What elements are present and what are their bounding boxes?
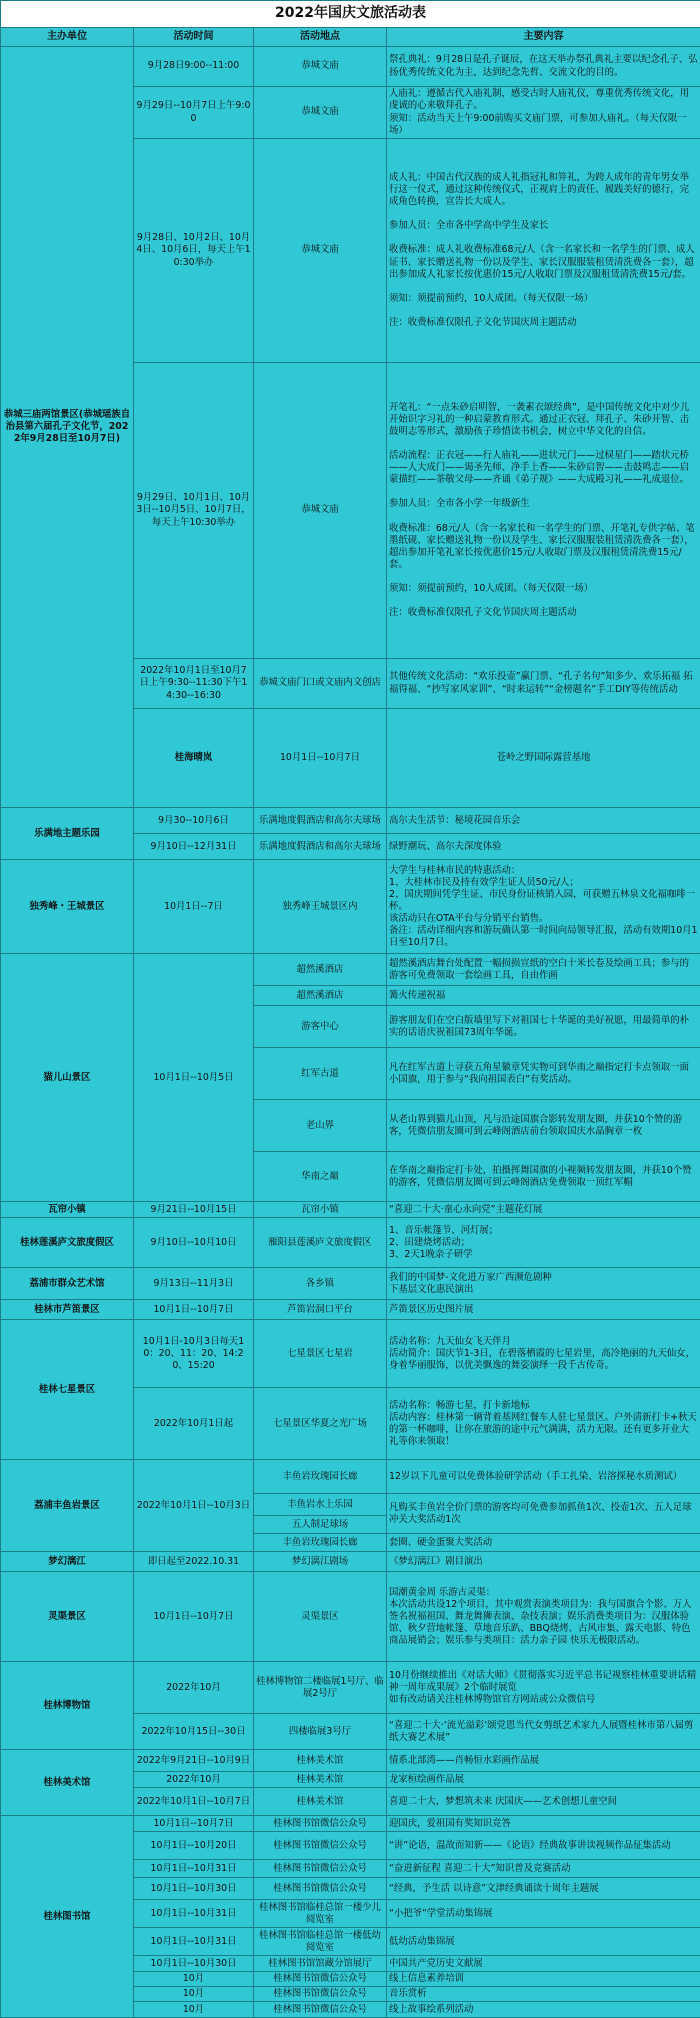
time-cell: 10月1日--10月5日: [134, 954, 254, 1202]
location-cell: 乐满地度假酒店和高尔夫球场: [254, 834, 387, 860]
location-cell: 桂林图书馆微信公众号: [254, 2002, 387, 2018]
content-cell: 其他传统文化活动：“欢乐投壶”赢门票、“孔子名句”知多少、欢乐拓福 拓福得福、“抄写家风家训”、“时来运转”“金榜题名”手工DIY等传统活动: [387, 659, 700, 709]
location-cell: 桂林图书馆馆藏分馆展厅: [254, 1956, 387, 1972]
time-cell: 2022年10月15日--30日: [134, 1714, 254, 1750]
time-cell: 10月: [134, 2002, 254, 2018]
content-cell: 我们的中国梦-文化进万家广西濒危剧种 下基层文化惠民演出: [387, 1268, 700, 1300]
content-cell: 活动名称：畅游七星，打卡新地标 活动内容：桂林第一辆背着基网红餐车人驻七星景区。户外清新打卡+秋天的第一杯咖啡，让你在旅游的途中元气满满，活力无限。还有更多开业大礼等你来领取！: [387, 1388, 700, 1460]
location-cell: 桂林美术馆: [254, 1772, 387, 1788]
time-cell: 10月1日--10月30日: [134, 1878, 254, 1900]
location-cell: 丰鱼岩水上乐园: [254, 1494, 387, 1516]
organizer-cell: 桂林莲溪庐文旅度假区: [1, 1218, 134, 1268]
table-row: [1, 1268, 700, 1300]
organizer-cell: 乐满地主题乐园: [1, 808, 134, 860]
header-organizer: 主办单位: [1, 28, 134, 47]
table-row: [1, 47, 700, 87]
content-cell: 音乐赏析: [387, 1987, 700, 2002]
location-cell: 超然溪酒店: [254, 954, 387, 986]
location-cell: 红军古道: [254, 1048, 387, 1100]
time-cell: 9月28日9:00--11:00: [134, 47, 254, 87]
table-row: [1, 860, 700, 954]
location-cell: 老山界: [254, 1100, 387, 1152]
time-cell: 10月1日--10月30日: [134, 1956, 254, 1972]
table-row: [1, 954, 700, 986]
location-cell: 瓦帘小镇: [254, 1202, 387, 1218]
location-cell: 桂林图书馆微信公众号: [254, 1860, 387, 1878]
time-cell: 2022年10月: [134, 1772, 254, 1788]
location-cell: 恭城文庙: [254, 139, 387, 363]
location-cell: 苍岭之野国际露营基地: [387, 709, 700, 808]
content-cell: 套圈、硬金蛋聚大奖活动: [387, 1534, 700, 1552]
content-cell: 篝火传递祝福: [387, 986, 700, 1006]
time-cell: 10月: [134, 1987, 254, 2002]
location-cell: 恭城文庙: [254, 87, 387, 139]
content-cell: 高尔夫生活节：秘境花园音乐会: [387, 808, 700, 834]
content-cell: 《梦幻漓江》剧目演出: [387, 1552, 700, 1572]
location-cell: 雁阳县莲溪庐文旅度假区: [254, 1218, 387, 1268]
time-cell: 9月28日、10月2日、10月4日、10月6日，每天上午10:30举办: [134, 139, 254, 363]
time-cell: 即日起至2022.10.31: [134, 1552, 254, 1572]
location-cell: 华南之巅: [254, 1152, 387, 1202]
content-cell: 凡购买丰鱼岩全价门票的游客均可免费参加抓鱼1次、投壶1次、五人足球冲关大奖活动1次: [387, 1494, 700, 1534]
location-cell: 四楼临展3号厅: [254, 1714, 387, 1750]
location-cell: 丰鱼岩玫瑰园长廊: [254, 1460, 387, 1494]
location-cell: 恭城文庙: [254, 363, 387, 659]
time-cell: 10月1日--10月7日: [134, 1300, 254, 1320]
content-cell: 成人礼：中国古代汉族的成人礼指冠礼和笄礼，为跨人成年的青年男女举行这一仪式，通过这种传统仪式，正视肩上的责任、履践美好的德行，完成角色转换，宣告长大成人。 参加人员：全市各中学高中学生及家长 收费标准：成人礼收费标准68元/人（含一名家长和一名学生的门票、成人证书、家长赠送礼物一份以及学生、家长汉服服装租赁清洗费各一套），超出参加成人礼家长按优惠价15元/人收取门票及汉服租赁清洗费15元/套。 须知：须提前预约，10人成团。（每天仅限一场） 注：收费标准仅限孔子文化节国庆周主题活动: [387, 139, 700, 363]
location-cell: 独秀峰王城景区内: [254, 860, 387, 954]
table-row: [1, 1816, 700, 1832]
time-cell: 2022年10月: [134, 1662, 254, 1714]
table-body: [1, 47, 700, 2018]
content-cell: 开笔礼：“一点朱砂启明智，一袭素衣颂经典”，是中国传统文化中对少儿开始识字习礼的一种启蒙教育形式。通过正衣冠、拜孔子、朱砂开智、击鼓明志等形式，激励孩子珍惜读书机会，树立中华文化的自信。 活动流程：正衣冠——行人庙礼——进状元门——过棂星门——踏状元桥——人大成门——谒圣先师、净手上香——朱砂启智——击鼓鸣志——启蒙描红——茶敬父母——齐诵《弟子规》——大成殿习礼——礼成退位。 参加人员：全市各小学一年级新生 收费标准：68元/人（含一名家长和一名学生的门票、开笔礼专供字帖、笔墨纸砚、家长赠送礼物一份以及学生、家长汉服服装租赁清洗费各一套），超出参加开笔礼家长按优惠价15元/人收取门票及汉服租赁清洗费15元/套。 须知：须提前预约，10人成团。（每天仅限一场） 注：收费标准仅限孔子文化节国庆周主题活动: [387, 363, 700, 659]
location-cell: 桂林美术馆: [254, 1788, 387, 1816]
time-cell: 9月29日--10月7日上午9:00: [134, 87, 254, 139]
location-cell: 桂林图书馆微信公众号: [254, 1972, 387, 1987]
organizer-cell: 灵渠景区: [1, 1572, 134, 1662]
content-cell: 10月份继续推出《对话大师》《贯彻落实习近平总书记视察桂林重要讲话精神一周年成果展》2个临时展览 如有改动请关注桂林博物馆官方网站或公众微信号: [387, 1662, 700, 1714]
content-cell: 迎国庆，爱祖国有奖知识竞答: [387, 1816, 700, 1832]
content-cell: “小把爷”学堂活动集锦展: [387, 1900, 700, 1928]
time-cell: 10月1日--10月31日: [134, 1900, 254, 1928]
time-cell: 10月1日--10月31日: [134, 1860, 254, 1878]
organizer-cell: 猫儿山景区: [1, 954, 134, 1202]
time-cell: 2022年10月1日至10月7日上午9:30--11:30下午14:30--16:30: [134, 659, 254, 709]
time-cell: 10月1日--10月7日: [254, 709, 387, 808]
time-cell: 9月30--10月6日: [134, 808, 254, 834]
location-cell: 桂林美术馆: [254, 1750, 387, 1772]
location-cell: 灵渠景区: [254, 1572, 387, 1662]
organizer-cell: 桂林七星景区: [1, 1320, 134, 1460]
table-row: [1, 1320, 700, 1388]
location-cell: 恭城文庙门口或文庙内文创店: [254, 659, 387, 709]
content-cell: 芦笛景区历史图片展: [387, 1300, 700, 1320]
location-cell: 桂林图书馆微信公众号: [254, 1987, 387, 2002]
table-row: [1, 1662, 700, 1714]
organizer-cell: 荔浦市群众艺术馆: [1, 1268, 134, 1300]
table-row: [1, 1552, 700, 1572]
content-cell: 喜迎二十大，梦想筑未来 庆国庆——艺术创想儿童空间: [387, 1788, 700, 1816]
content-cell: “奋进新征程 喜迎二十大”知识普及竞赛活动: [387, 1860, 700, 1878]
content-cell: 龙家桓绘画作品展: [387, 1772, 700, 1788]
time-cell: 9月10日--10月10日: [134, 1218, 254, 1268]
time-cell: 2022年10月1日--10月3日: [134, 1460, 254, 1552]
table-row: [1, 1202, 700, 1218]
content-cell: 国潮黄金周 乐游古灵渠： 本次活动共设12个项目，其中观赏表演类项目为：我与国旗合个影、万人签名祝福祖国、舞龙舞狮表演、杂技表演；娱乐消费类项目为：汉服体验馆、秋夕营地帐篷、草地音乐趴、BBQ烧烤、古风市集、露天电影、特色商品展销会；娱乐参与类项目：活力亲子园 快乐无极限活动。: [387, 1572, 700, 1662]
time-cell: 10月1日-10月3日每天10：20、11：20、14:20、15:20: [134, 1320, 254, 1388]
time-cell: 10月: [134, 1972, 254, 1987]
location-cell: 桂林图书馆临桂总馆一楼少儿阅览室: [254, 1900, 387, 1928]
content-cell: 凡在红军古道上寻获五角星徽章凭实物可到华南之巅指定打卡点领取一面小国旗，用于参与“我向祖国表白”有奖活动。: [387, 1048, 700, 1100]
organizer-cell: 恭城三庙两馆景区(恭城瑶族自治县第六届孔子文化节，2022年9月28日至10月7日): [1, 47, 134, 808]
organizer-cell: 桂海晴岚: [134, 709, 254, 808]
organizer-cell: 瓦帘小镇: [1, 1202, 134, 1218]
content-cell: 活动名称：九天仙女飞天伴月 活动简介：国庆节1-3日，在碧落栖霞的七星岩里，高冷艳丽的九天仙女，身着华丽服饰，以优美飘逸的舞姿演绎一段千古传奇。: [387, 1320, 700, 1388]
content-cell: 中国共产党历史文献展: [387, 1956, 700, 1972]
time-cell: 10月1日--7日: [134, 860, 254, 954]
organizer-cell: 独秀峰・王城景区: [1, 860, 134, 954]
location-cell: 游客中心: [254, 1006, 387, 1048]
location-cell: 桂林图书馆微信公众号: [254, 1832, 387, 1860]
time-cell: 10月1日--10月7日: [134, 1816, 254, 1832]
location-cell: 桂林博物馆二楼临展1号厅、临展2号厅: [254, 1662, 387, 1714]
table-row: [1, 1300, 700, 1320]
content-cell: 人庙礼：遵循古代入庙礼制，感受古时人庙礼仪，尊重优秀传统文化，用虔诚的心来敬拜孔子。 须知：活动当天上午9:00前购买文庙门票，可参加人庙礼。（每天仅限一场）: [387, 87, 700, 139]
header-time: 活动时间: [134, 28, 254, 47]
table-row: [1, 1460, 700, 1494]
location-cell: 各乡镇: [254, 1268, 387, 1300]
content-cell: 线上故事绘系列活动: [387, 2002, 700, 2018]
location-cell: 七星景区华夏之光广场: [254, 1388, 387, 1460]
location-cell: 丰鱼岩玫瑰园长廊: [254, 1534, 387, 1552]
table-row: [1, 808, 700, 834]
location-cell: 七星景区七星岩: [254, 1320, 387, 1388]
table-row: [1, 1750, 700, 1772]
content-cell: “喜迎二十大·‘流光溢彩’颂党恩当代女剪纸艺术家九人展暨桂林市第八届剪纸大赛艺术展”: [387, 1714, 700, 1750]
content-cell: “喜迎二十大·童心永向党”主题花灯展: [387, 1202, 700, 1218]
time-cell: 10月1日--10月20日: [134, 1832, 254, 1860]
location-cell: 五人制足球场: [254, 1516, 387, 1534]
content-cell: 超然溪酒店舞台处配置一幅损损宣纸的空白十米长卷及绘画工具；参与的游客可免费领取一套绘画工具，自由作画: [387, 954, 700, 986]
time-cell: 9月21日--10月15日: [134, 1202, 254, 1218]
organizer-cell: 桂林市芦笛景区: [1, 1300, 134, 1320]
organizer-cell: 荔浦丰鱼岩景区: [1, 1460, 134, 1552]
header-location: 活动地点: [254, 28, 387, 47]
content-cell: 情系北部湾——肖畅恒水彩画作品展: [387, 1750, 700, 1772]
time-cell: 10月1日--10月31日: [134, 1928, 254, 1956]
content-cell: 大学生与桂林市民的特惠活动： 1、大桂林市民及持有效学生证人员50元/人； 2、国庆期间凭学生证、市民身份证核销入园，可获赠五林泉文化福咖啡一杯。 该活动只在OTA平台与分销平台销售。 备注：活动详细内容和游玩确认第一时间向局领导汇报，活动有效期10月1日至10月7日。: [387, 860, 700, 954]
location-cell: 超然溪酒店: [254, 986, 387, 1006]
content-cell: 祭孔典礼：9月28日是孔子诞辰，在这天举办祭孔典礼主要以纪念孔子、弘扬优秀传统文化为主，达到纪念先哲、交流文化的目的。: [387, 47, 700, 87]
time-cell: 9月13日--11月3日: [134, 1268, 254, 1300]
table-row: [1, 1572, 700, 1662]
location-cell: 芦笛岩洞口平台: [254, 1300, 387, 1320]
location-cell: 乐满地度假酒店和高尔夫球场: [254, 808, 387, 834]
location-cell: 桂林图书馆临桂总馆一楼低幼阅览室: [254, 1928, 387, 1956]
organizer-cell: 桂林图书馆: [1, 1816, 134, 2018]
table-title: 2022年国庆文旅活动表: [1, 1, 700, 28]
time-cell: 2022年10月1日--10月7日: [134, 1788, 254, 1816]
organizer-cell: 梦幻漓江: [1, 1552, 134, 1572]
content-cell: 在华南之巅指定打卡处，拍摄挥舞国旗的小视频转发朋友圈，并获10个赞的游客，凭微信朋友圈可到云峰阁酒店免费领取一顶红军帽: [387, 1152, 700, 1202]
content-cell: 从老山界到猫儿山顶，凡与沿途国旗合影转发朋友圈，并获10个赞的游客，凭微信朋友圈可到云峰阁酒店前台领取国庆水晶胸章一枚: [387, 1100, 700, 1152]
header-row: [1, 28, 700, 47]
header-content: 主要内容: [387, 28, 700, 47]
time-cell: 2022年9月21日--10月9日: [134, 1750, 254, 1772]
content-cell: 12岁以下儿童可以免费体验研学活动（手工扎染、岩溶探秘水质测试）: [387, 1460, 700, 1494]
content-cell: 1、音乐帐篷节、河灯展； 2、田建烧烤活动； 3、2天1晚亲子研学: [387, 1218, 700, 1268]
organizer-cell: 桂林博物馆: [1, 1662, 134, 1750]
content-cell: “经典，予生活 以诗意”文津经典诵读十周年主题展: [387, 1878, 700, 1900]
content-cell: 游客朋友们在空白版墙里写下对祖国七十华诞的美好祝愿，用最简单的朴实的话语庆祝祖国73周年华诞。: [387, 1006, 700, 1048]
time-cell: 10月1日--10月7日: [134, 1572, 254, 1662]
organizer-cell: 桂林美术馆: [1, 1750, 134, 1816]
location-cell: 桂林图书馆微信公众号: [254, 1816, 387, 1832]
content-cell: 线上信息素养培训: [387, 1972, 700, 1987]
content-cell: “讲”论语，温故而知新——《论语》经典故事讲读视频作品征集活动: [387, 1832, 700, 1860]
time-cell: 2022年10月1日起: [134, 1388, 254, 1460]
location-cell: 桂林图书馆微信公众号: [254, 1878, 387, 1900]
time-cell: 9月29日、10月1日、10月3日--10月5日、10月7日，每天上午10:30举办: [134, 363, 254, 659]
content-cell: 低幼活动集锦展: [387, 1928, 700, 1956]
time-cell: 9月10日--12月31日: [134, 834, 254, 860]
content-cell: 绿野潮玩、高尔夫深度体验: [387, 834, 700, 860]
location-cell: 梦幻漓江剧场: [254, 1552, 387, 1572]
location-cell: 恭城文庙: [254, 47, 387, 87]
table-row: [1, 1218, 700, 1268]
